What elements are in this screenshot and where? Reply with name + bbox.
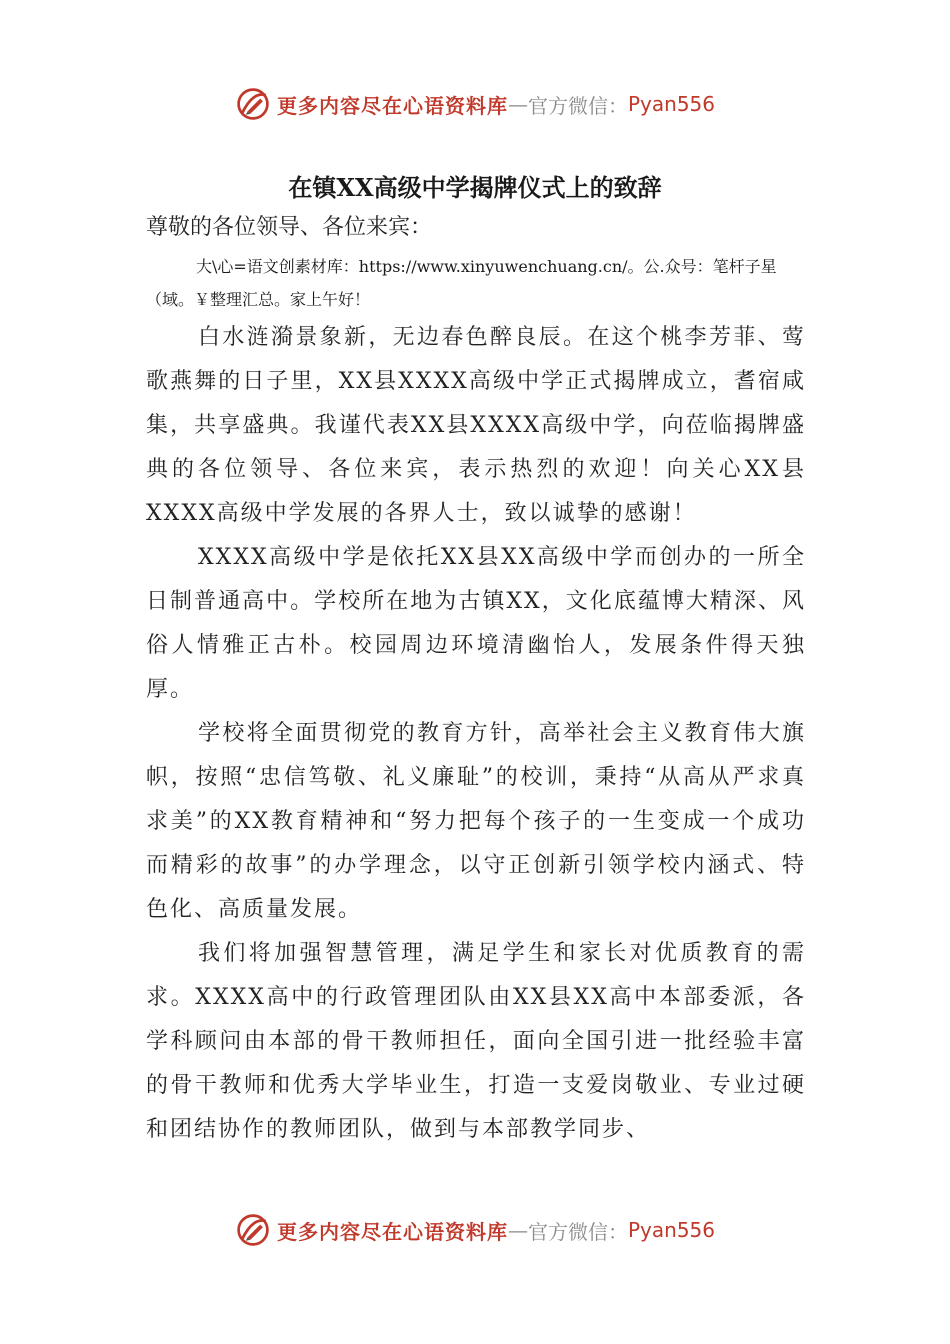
document-body xyxy=(146,206,806,1152)
banner-wechat-label: 官方微信： xyxy=(527,1219,628,1244)
paragraph: 学校将全面贯彻党的教育方针，高举社会主义教育伟大旗帜，按照“忠信笃敬、礼义廉耻”的校训，秉持“从高从严求真求美”的XX教育精神和“努力把每个孩子的一生变成一个成功而精彩的故事”的办学理念，以守正创新引领学校内涵式、特色化、高质量发展。 xyxy=(146,721,806,922)
pen-logo-icon xyxy=(235,1212,271,1248)
paragraph: 白水涟漪景象新，无边春色醉良辰。在这个桃李芳菲、莺歌燕舞的日子里，XX县XXXX高级中学正式揭牌成立，耆宿咸集，共享盛典。我谨代表XX县XXXX高级中学，向莅临揭牌盛典的各位领导、各位来宾，表示热烈的欢迎！向关心XX县XXXX高级中学发展的各界人士，致以诚挚的感谢！ xyxy=(146,325,806,526)
banner-separator: — xyxy=(507,1218,528,1242)
paragraph: XXXX高级中学是依托XX县XX高级中学而创办的一所全日制普通高中。学校所在地为古镇XX，文化底蕴博大精深、风俗人情雅正古朴。校园周边环境清幽怡人，发展条件得天独厚。 xyxy=(146,545,806,702)
banner-main-text: 更多内容尽在心语资料库 xyxy=(276,93,508,118)
document-title: 在镇XX高级中学揭牌仪式上的致辞 xyxy=(288,173,662,202)
banner-wechat-label: 官方微信： xyxy=(527,93,628,118)
banner-main-text: 更多内容尽在心语资料库 xyxy=(276,1219,508,1244)
pen-logo-icon xyxy=(235,86,271,122)
paragraph: 我们将加强智慧管理，满足学生和家长对优质教育的需求。XXXX高中的行政管理团队由XX县XX高中本部委派，各学科顾问由本部的骨干教师担任，面向全国引进一批经验丰富的骨干教师和优秀大学毕业生，打造一支爱岗敬业、专业过硬和团结协作的教师团队，做到与本部教学同步、 xyxy=(146,941,806,1142)
source-note: 大\心=语文创素材库：https://www.xinyuwenchuang.cn/。公.众号：笔杆子星（域。￥整理汇总。家上午好！ xyxy=(146,257,777,309)
banner-wechat-id: Pyan556 xyxy=(627,92,715,116)
footer-banner xyxy=(0,1208,950,1252)
header-banner xyxy=(0,82,950,126)
banner-wechat-id: Pyan556 xyxy=(627,1218,715,1242)
banner-separator: — xyxy=(507,92,528,116)
salutation: 尊敬的各位领导、各位来宾： xyxy=(146,215,433,240)
